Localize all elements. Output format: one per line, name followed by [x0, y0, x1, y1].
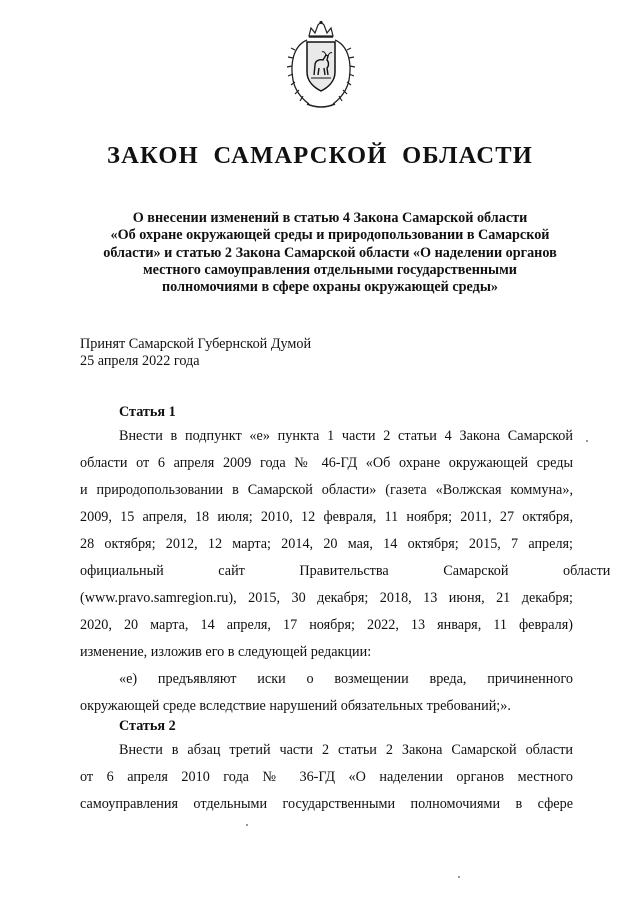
- subtitle-line: местного самоуправления отдельными государственными: [143, 261, 517, 278]
- article-1-line: официальный сайт Правительства Самарской области: [80, 563, 611, 579]
- coat-of-arms-icon: [285, 20, 357, 112]
- scan-speck: [458, 876, 460, 878]
- article-2-heading: Статья 2: [119, 718, 176, 734]
- subtitle-line: области» и статью 2 Закона Самарской области «О наделении органов: [103, 244, 557, 261]
- subtitle-line: полномочиями в сфере охраны окружающей среды»: [161, 279, 498, 296]
- law-subtitle: [60, 210, 600, 296]
- article-1-quote-line: «е) предъявляют иски о возмещении вреда, причиненного: [119, 671, 573, 687]
- article-1-line: Внести в подпункт «е» пункта 1 части 2 статьи 4 Закона Самарской: [119, 428, 573, 444]
- article-1-heading: Статья 1: [119, 404, 176, 420]
- scan-speck: [246, 824, 248, 826]
- article-1-line: 2020, 20 марта, 14 апреля, 17 ноября; 2022, 13 января, 11 февраля): [80, 617, 573, 633]
- adopted-date: 25 апреля 2022 года: [80, 353, 200, 369]
- article-1-quote-line: окружающей среде вследствие нарушений обязательных требований;».: [80, 698, 511, 714]
- subtitle-line: О внесении изменений в статью 4 Закона Самарской области: [132, 210, 528, 226]
- document-title: ЗАКОН САМАРСКОЙ ОБЛАСТИ: [106, 142, 534, 169]
- subtitle-line: «Об охране окружающей среды и природопользовании в Самарской: [110, 227, 550, 244]
- article-1-line: (www.pravo.samregion.ru), 2015, 30 декабря; 2018, 13 июня, 21 декабря;: [80, 590, 573, 606]
- article-2-line: Внести в абзац третий части 2 статьи 2 Закона Самарской области: [119, 742, 573, 758]
- article-2-line: самоуправления отдельными государственными полномочиями в сфере: [80, 796, 573, 812]
- article-1-line: 28 октября; 2012, 12 марта; 2014, 20 мая, 14 октября; 2015, 7 апреля;: [80, 536, 573, 552]
- article-1-line: 2009, 15 апреля, 18 июля; 2010, 12 февраля, 11 ноября; 2011, 27 октября,: [80, 509, 573, 525]
- article-1-line: и природопользовании в Самарской области» (газета «Волжская коммуна»,: [80, 482, 573, 498]
- article-2-line: от 6 апреля 2010 года № 36-ГД «О наделении органов местного: [80, 769, 573, 785]
- scan-speck: [586, 440, 588, 442]
- adoption-info: [80, 336, 311, 370]
- article-1-line: области от 6 апреля 2009 года № 46-ГД «Об охране окружающей среды: [80, 455, 573, 471]
- adopted-by: Принят Самарской Губернской Думой: [80, 336, 312, 352]
- article-1-line: изменение, изложив его в следующей редакции:: [80, 644, 372, 660]
